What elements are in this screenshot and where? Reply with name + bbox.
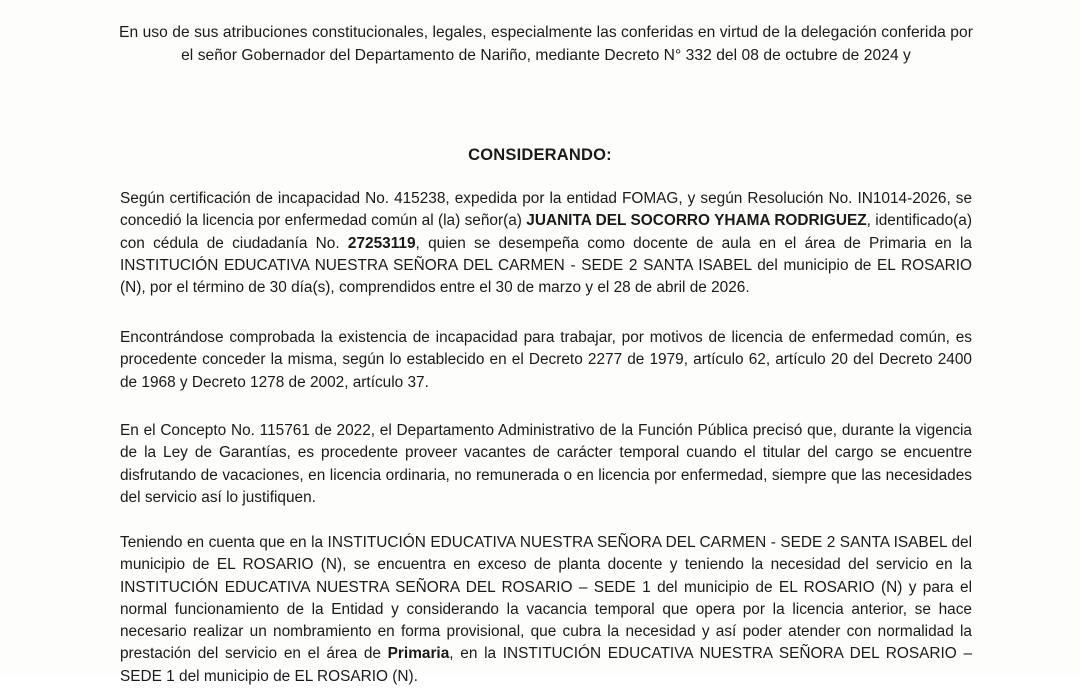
p1-text-1: Según certificación de incapacidad No.: [120, 190, 395, 207]
p4-text-2: , en la INSTITUCIÓN EDUCATIVA NUESTRA SEÑORA DEL ROSARIO – SEDE 1 del municipio de EL ROSARIO (N).: [120, 645, 972, 685]
docente-name: JUANITA DEL SOCORRO YHAMA RODRIGUEZ: [526, 212, 867, 230]
p1-text-3: , identificado(a) con cédula de ciudadanía No.: [120, 212, 972, 252]
p1-text-2: , expedida por la entidad FOMAG, y según Resolución No. IN1014-2026, se concedió la licencia por enfermedad común al (la) señor(a): [120, 190, 973, 230]
section-heading: CONSIDERANDO:: [468, 146, 612, 164]
area-primaria: Primaria: [387, 645, 450, 663]
paragraph-concepto: En el Concepto No. 115761 de 2022, el Departamento Administrativo de la Función Pública precisó que, durante la vigencia de la Ley de Garantías, es procedente proveer vacantes de carácter temporal cuando el titular del cargo se encuentre disfrutando de vacaciones, en licencia ordinaria, no remunerada o en licencia por enfermedad, siempre que las necesidades del servicio así lo justifiquen.: [120, 422, 972, 506]
paragraph-necesidad: [120, 532, 972, 688]
paragraph-certificacion: [120, 188, 972, 299]
certificate-number: 415238: [394, 190, 446, 207]
intro-paragraph: En uso de sus atribuciones constitucionales, legales, especialmente las conferidas en virtud de la delegación conferida por el señor Gobernador del Departamento de Nariño, mediante Decreto N° 332 del 08 de octubre de 2024 y: [119, 24, 973, 64]
cedula-number: 27253119: [347, 234, 416, 252]
p4-text-1: Teniendo en cuenta que en la INSTITUCIÓN EDUCATIVA NUESTRA SEÑORA DEL CARMEN - SEDE 2 SANTA ISABEL del municipio de EL ROSARIO (N), se encuentra en exceso de planta docente y teniendo la necesidad del servicio en la INSTITUCIÓN EDUCATIVA NUESTRA SEÑORA DEL ROSARIO – SEDE 1 del municipio de EL ROSARIO (N) y para el normal funcionamiento de la Entidad y considerando la vacancia temporal que opera por la licencia anterior, se hace necesario realizar un nombramiento en forma provisional, que cubra la necesidad y así poder atender con normalidad la prestación del servicio en el área de: [120, 534, 972, 663]
p1-text-4: , quien se desempeña como docente de aula en el área de Primaria en la INSTITUCIÓN EDUCATIVA NUESTRA SEÑORA DEL CARMEN - SEDE 2 SANTA ISABEL del municipio de EL ROSARIO (N), por el término de 30 día(s), comprendidos entre el 30 de marzo y el 28 de abril de 2026.: [120, 234, 972, 297]
paragraph-incapacidad: Encontrándose comprobada la existencia de incapacidad para trabajar, por motivos de licencia de enfermedad común, es procedente conceder la misma, según lo establecido en el Decreto 2277 de 1979, artículo 62, artículo 20 del Decreto 2400 de 1968 y Decreto 1278 de 2002, artículo 37.: [120, 329, 972, 391]
